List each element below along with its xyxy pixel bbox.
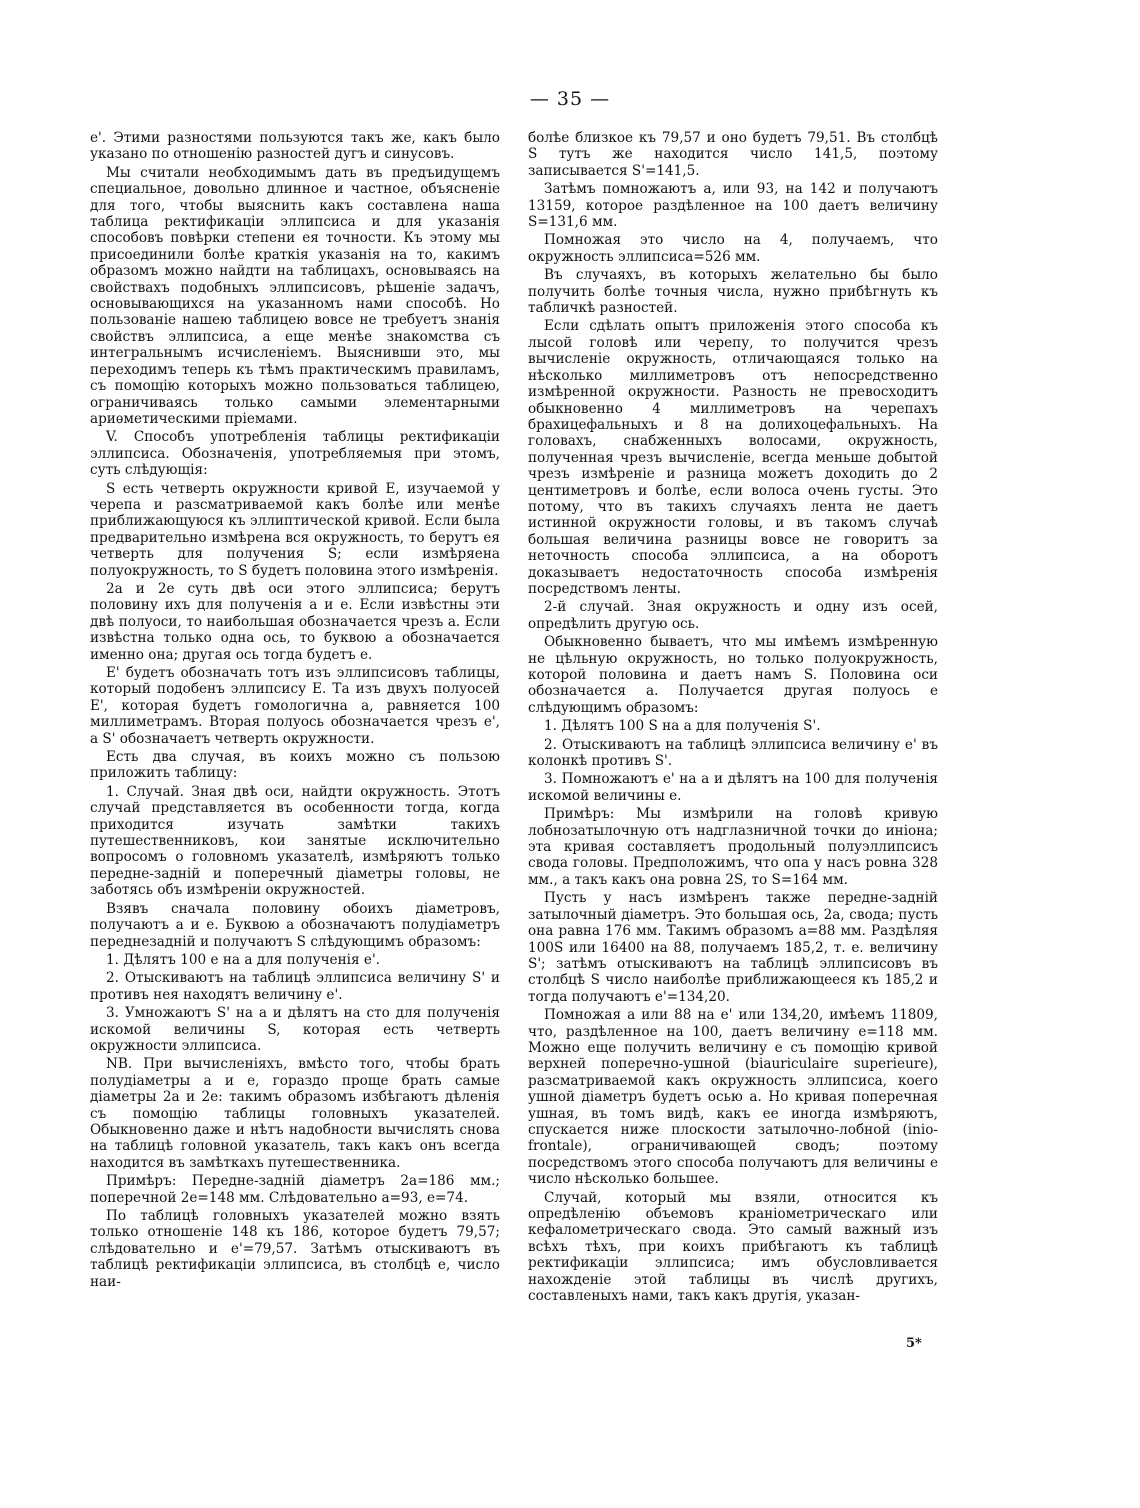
paragraph: e'. Этими разностями пользуются такъ же, какъ было указано по отношенію разностей дугъ и синусовъ. xyxy=(90,130,500,163)
paragraph: Въ случаяхъ, въ которыхъ желательно бы было получить болѣе точныя числа, нужно прибѣгнуть къ табличкѣ разностей. xyxy=(528,267,938,317)
paragraph: 3. Помножаютъ e' на a и дѣлятъ на 100 для полученія искомой величины e. xyxy=(528,771,938,804)
right-column xyxy=(528,130,938,1306)
page-number-header: — 35 — xyxy=(529,88,611,110)
paragraph: 1. Дѣлятъ 100 e на a для полученія e'. xyxy=(106,951,381,968)
paragraph: Мы считали необходимымъ дать въ предъидущемъ специальное, довольно длинное и частное, объясненіе для того, чтобы выяснить какъ составлена наша таблица ректификаціи эллипсиса и для указанія способовъ повѣрки степени ея точности. Къ этому мы присоединили болѣе краткія указанія на то, какимъ образомъ можно найдти на таблицахъ, основываясь на свойствахъ подобныхъ эллипсисовъ, рѣшеніе задачъ, основывающихся на указанномъ нами способѣ. Но пользованіе нашею таблицею вовсе не требуетъ знанія свойствъ эллипсиса, а еще менѣе знакомства съ интегральнымъ исчисленіемъ. Выяснивши это, мы переходимъ теперь къ тѣмъ практическимъ правиламъ, съ помощію которыхъ можно пользоваться таблицею, ограничиваясь только самыми элементарными ариѳметическими пріемами. xyxy=(90,164,500,427)
paragraph: E' будетъ обозначать тотъ изъ эллипсисовъ таблицы, который подобенъ эллипсису E. Та изъ двухъ полуосей E', которая будетъ гомологична a, равняется 100 миллиметрамъ. Вторая полуось обозначается чрезъ e', а S' обозначаетъ четверть окружности. xyxy=(90,665,500,747)
paragraph: Есть два случая, въ коихъ можно съ пользою приложить таблицу: xyxy=(90,749,500,782)
paragraph: По таблицѣ головныхъ указателей можно взять только отношеніе 148 къ 186, которое будетъ 79,57; слѣдовательно и e'=79,57. Затѣмъ отыскиваютъ въ таблицѣ ректификаціи эллипсиса, въ столбцѣ e, число наи- xyxy=(90,1208,500,1290)
paragraph: 2. Отыскиваютъ на таблицѣ эллипсиса величину e' въ колонкѣ противъ S'. xyxy=(528,736,938,770)
paragraph: S есть четверть окружности кривой E, изучаемой у черепа и разсматриваемой какъ болѣе или менѣе приближающуюся къ эллиптической кривой. Если была предварительно измѣрена вся окружность, то берутъ ея четверть для получения S; если измѣряена полуокружность, то S будетъ половина этого измѣренія. xyxy=(90,480,500,579)
paragraph: Если сдѣлать опытъ приложенія этого способа къ лысой головѣ или черепу, то получится чрезъ вычисленіе окружность, отличающаяся только на нѣсколько миллиметровъ отъ непосредственно измѣренной окружности. Разность не превосходитъ обыкновенно 4 миллиметровъ на черепахъ брахицефальныхъ и 8 на долихоцефальныхъ. На головахъ, снабженныхъ волосами, окружность, полученная чрезъ вычисленіе, всегда меньше добытой чрезъ измѣреніе и разница можетъ доходить до 2 центиметровъ и болѣе, если волоса очень густы. Это потому, что въ такихъ случаяхъ лента не даетъ истинной окружности головы, и въ такомъ случаѣ большая величина разницы вовсе не говоритъ за неточность способа эллипсиса, а на оборотъ доказываетъ недостаточность способа измѣренія посредствомъ ленты. xyxy=(528,318,938,597)
left-column xyxy=(90,130,500,1292)
paragraph: V. Способъ употребленія таблицы ректификаціи эллипсиса. Обозначенія, употребляемыя при этомъ, суть слѣдующія: xyxy=(90,429,500,479)
paragraph: Затѣмъ помножаютъ a, или 93, на 142 и получаютъ 13159, которое раздѣленное на 100 даетъ величину S=131,6 мм. xyxy=(528,181,938,231)
paragraph: NB. При вычисленіяхъ, вмѣсто того, чтобы брать полудіаметры a и e, гораздо проще брать самые діаметры 2a и 2e: такимъ образомъ избѣгаютъ дѣленія съ помощію таблицы головныхъ указателей. Обыкновенно даже и нѣтъ надобности вычислять снова на таблицѣ головной указатель, такъ какъ онъ всегда находится въ замѣткахъ путешественника. xyxy=(90,1056,500,1171)
paragraph: болѣе близкое къ 79,57 и оно будетъ 79,51. Въ столбцѣ S тутъ же находится число 141,5, поэтому записывается S'=141,5. xyxy=(528,130,938,179)
paragraph: Помножая это число на 4, получаемъ, что окружность эллипсиса=526 мм. xyxy=(528,232,938,265)
paragraph: Случай, который мы взяли, относится къ опредѣленію объемовъ краніометрическаго или кефалометрическаго свода. Это самый важный изъ всѣхъ тѣхъ, при коихъ прибѣгаютъ къ таблицѣ ректификаціи эллипсиса; имъ обусловливается нахожденіе этой таблицы въ числѣ другихъ, составленыхъ нами, такъ какъ другія, указан- xyxy=(528,1189,938,1305)
paragraph: Помножая a или 88 на e' или 134,20, имѣемъ 11809, что, раздѣленное на 100, даетъ величину e=118 мм. Можно еще получить величину e съ помощію кривой верхней поперечно-ушной (biauriculaire superieure), разсматриваемой какъ окружность эллипсиса, коего ушной діаметръ будетъ осью a. Но кривая поперечная ушная, въ томъ видѣ, какъ ее иногда измѣряютъ, спускается ниже плоскости затылочно-лобной (inio-frontale), ограничивающей сводъ; поэтому посредствомъ этого способа получаютъ для величины e число нѣсколько большее. xyxy=(528,1007,938,1188)
paragraph: 2a и 2e суть двѣ оси этого эллипсиса; берутъ половину ихъ для полученія a и e. Если извѣстны эти двѣ полуоси, то наибольшая обозначается чрезъ a. Если извѣстна только одна ось, то буквою a обозначается именно она; другая ось тогда будетъ e. xyxy=(90,580,500,663)
paragraph: 1. Дѣлятъ 100 S на a для полученія S'. xyxy=(544,718,821,735)
paragraph: 3. Умножаютъ S' на a и дѣлятъ на сто для полученія искомой величины S, которая есть четверть окружности эллипсиса. xyxy=(90,1005,500,1054)
signature-mark: 5* xyxy=(906,1336,922,1351)
paragraph: 2. Отыскиваютъ на таблицѣ эллипсиса величину S' и противъ нея находятъ величину e'. xyxy=(90,970,500,1003)
paragraph: 1. Случай. Зная двѣ оси, найдти окружность. Этотъ случай представляется въ особенности тогда, когда приходится изучать замѣтки такихъ путешественниковъ, кои занятые исключительно вопросомъ о головномъ указателѣ, измѣряютъ только передне-задній и поперечный діаметры головы, не заботясь объ измѣреніи окружностей. xyxy=(90,783,500,899)
paragraph: 2-й случай. Зная окружность и одну изъ осей, опредѣлить другую ось. xyxy=(528,599,938,632)
paragraph: Обыкновенно бываетъ, что мы имѣемъ измѣренную не цѣльную окружность, но только полуокружность, которой половина и даетъ намъ S. Половина оси обозначается a. Получается другая полуось e слѣдующимъ образомъ: xyxy=(528,634,938,716)
paragraph: Примѣръ: Передне-задній діаметръ 2a=186 мм.; поперечной 2e=148 мм. Слѣдовательно a=93, e=74. xyxy=(90,1173,500,1206)
paragraph: Примѣръ: Мы измѣрили на головѣ кривую лобнозатылочную отъ надглазничной точки до иніона; эта кривая составляетъ продольный полуэллипсисъ свода головы. Предположимъ, что опа у насъ ровна 328 мм., а такъ какъ она ровна 2S, то S=164 мм. xyxy=(528,806,938,888)
paragraph: Пусть у насъ измѣренъ также передне-задній затылочный діаметръ. Это большая ось, 2a, свода; пусть она равна 176 мм. Такимъ образомъ a=88 мм. Раздѣляя 100S или 16400 на 88, получаемъ 185,2, т. е. величину S'; затѣмъ отыскиваютъ на таблицѣ эллипсисовъ въ столбцѣ S число наиболѣе приближающееся къ 185,2 и тогда получаютъ e'=134,20. xyxy=(528,890,938,1005)
paragraph: Взявъ сначала половину обоихъ діаметровъ, получаютъ a и e. Буквою a обозначаютъ полудіаметръ переднезадній и получаютъ S слѣдующимъ образомъ: xyxy=(90,900,500,950)
